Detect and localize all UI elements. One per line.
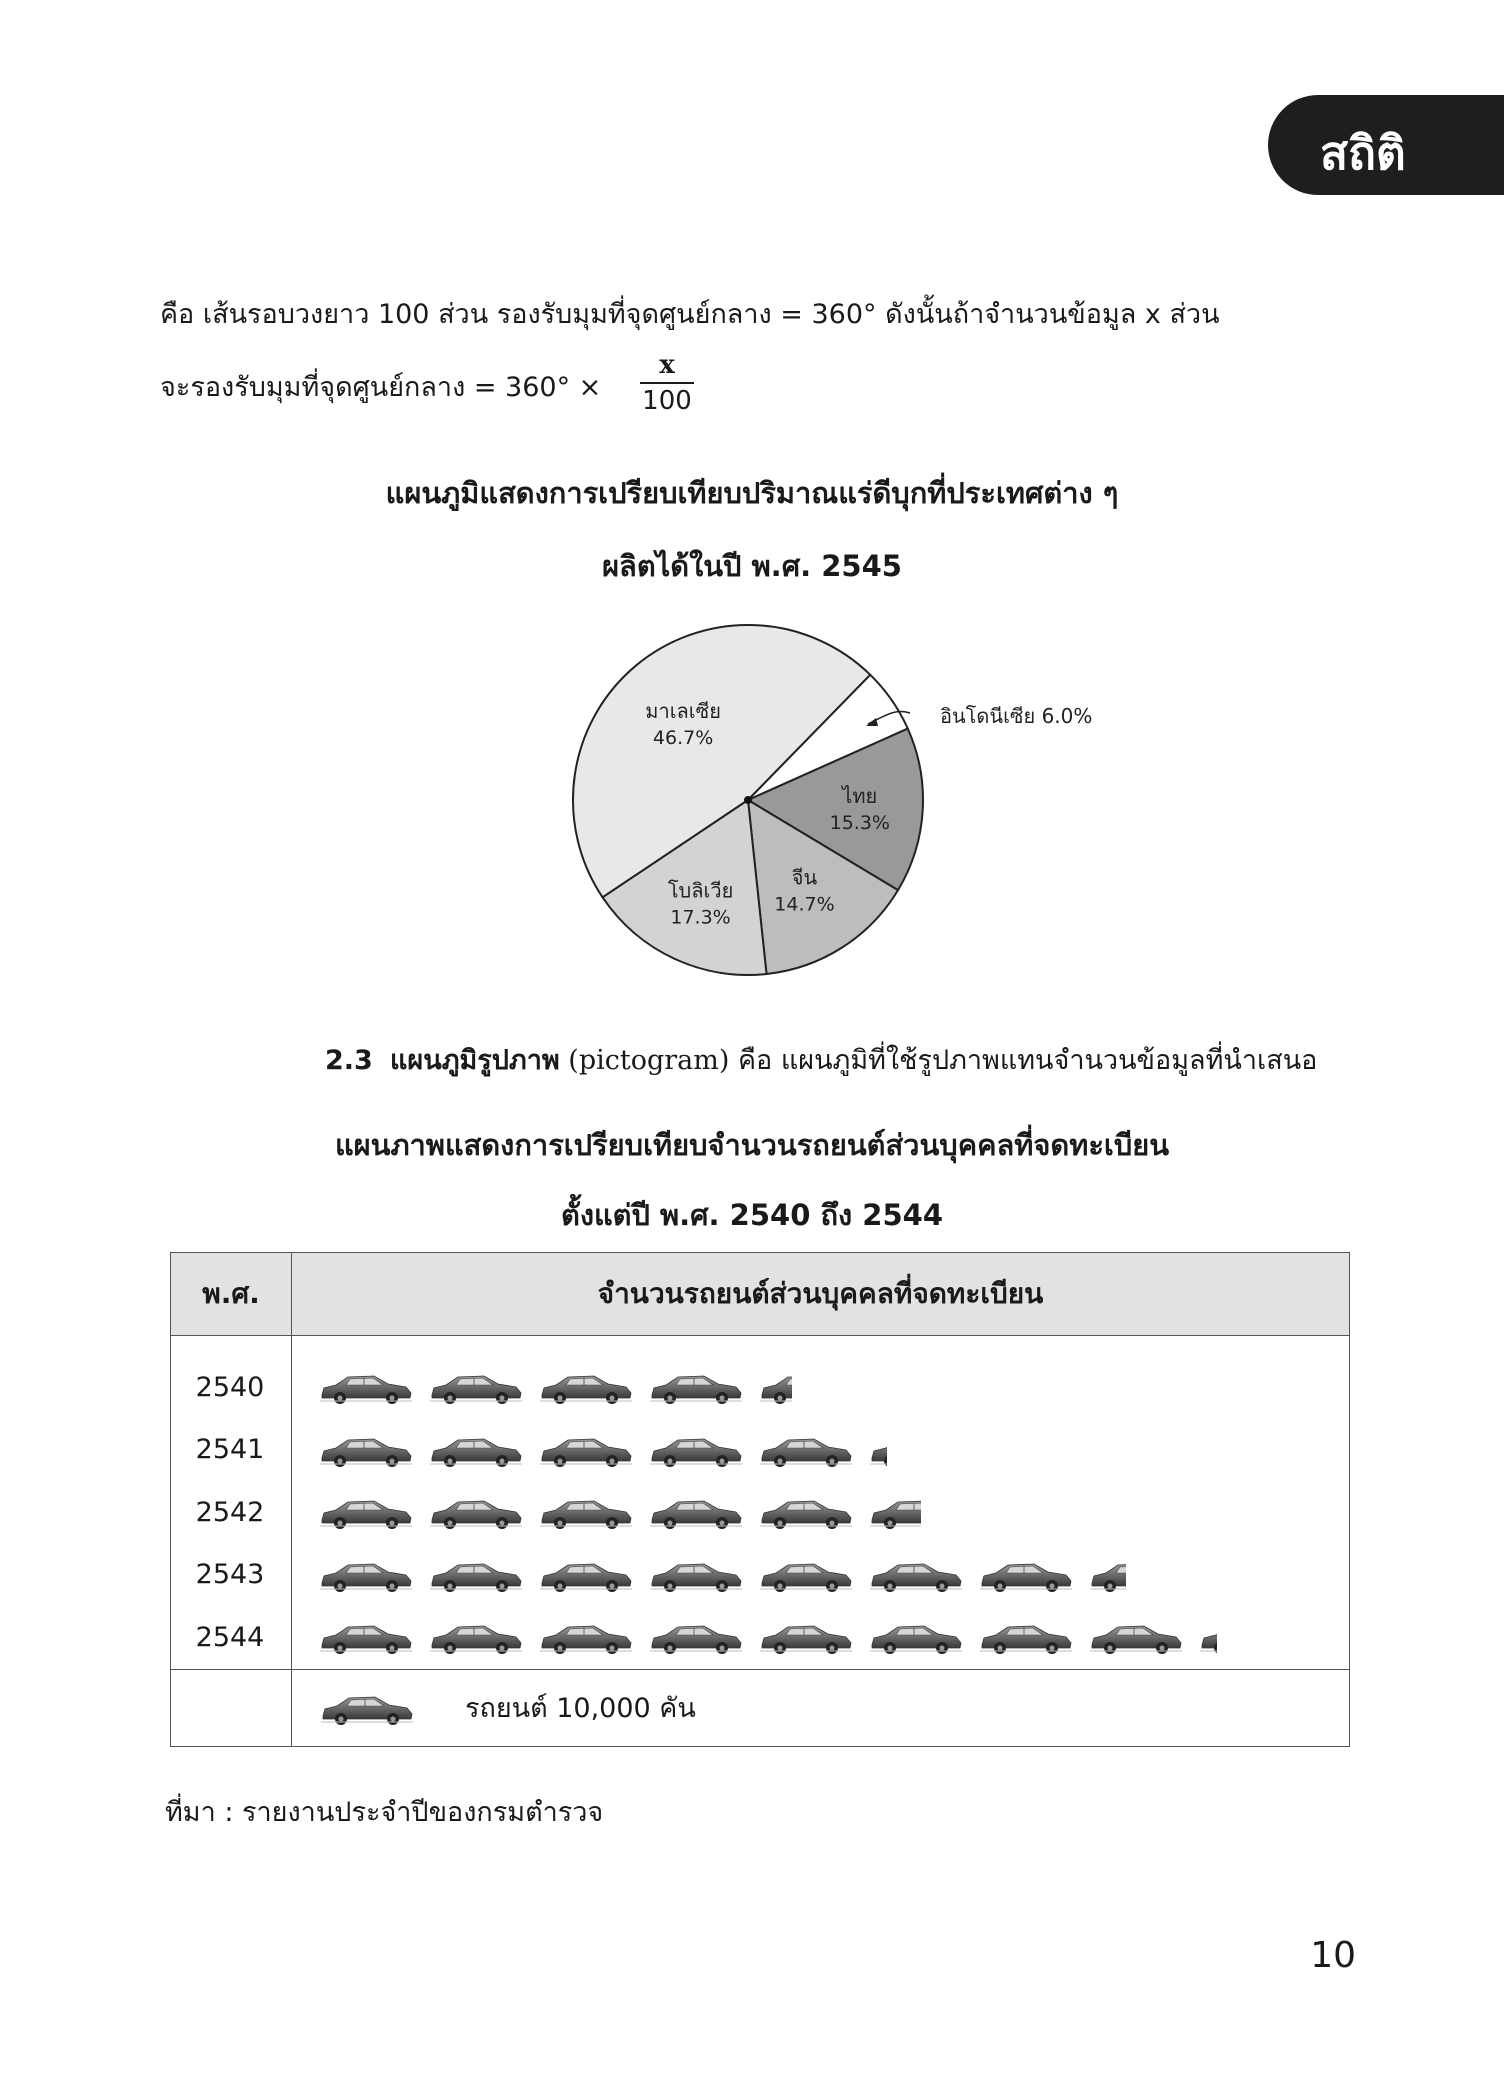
intro-line-1: คือ เส้นรอบวงยาว 100 ส่วน รองรับมุมที่จุดศูนย์กลาง = 360° ดังนั้นถ้าจำนวนข้อมูล x ส่วน: [160, 299, 1220, 330]
picto-title-line-1: แผนภาพแสดงการเปรียบเทียบจำนวนรถยนต์ส่วนบุคคลที่จดทะเบียน: [334, 1128, 1170, 1162]
car-icon: [868, 1430, 887, 1470]
car-icon: [428, 1367, 524, 1407]
car-icon: [758, 1492, 854, 1532]
car-icon: [538, 1492, 634, 1532]
car-icon: [978, 1617, 1074, 1657]
year-cell: [171, 1336, 292, 1670]
count-column-header: จำนวนรถยนต์ส่วนบุคคลที่จดทะเบียน: [292, 1253, 1350, 1336]
car-icon: [318, 1430, 414, 1470]
car-icon: [318, 1367, 414, 1407]
car-icon: [318, 1555, 414, 1595]
car-icon: [318, 1617, 414, 1657]
pie-slice-label: มาเลเซีย: [645, 698, 721, 723]
pie-title-line-2: ผลิตได้ในปี พ.ศ. 2545: [602, 549, 902, 583]
car-icon: [1198, 1617, 1217, 1657]
fraction: [640, 350, 694, 416]
legend-text: รถยนต์ 10,000 คัน: [465, 1693, 696, 1724]
car-row: [292, 1356, 1349, 1419]
source-note: ที่มา : รายงานประจำปีของกรมตำรวจ: [165, 1797, 604, 1828]
car-row: [292, 1481, 1349, 1544]
year-label: 2541: [195, 1434, 265, 1466]
pictogram-table: [170, 1252, 1350, 1747]
car-icon: [538, 1555, 634, 1595]
pie-slice-value: 15.3%: [829, 811, 890, 834]
pie-chart: [0, 620, 1504, 1020]
car-icon: [758, 1367, 792, 1407]
car-icon: [648, 1430, 744, 1470]
car-icon: [648, 1492, 744, 1532]
car-icon: [868, 1492, 921, 1532]
car-icon: [868, 1617, 964, 1657]
section-number: 2.3: [325, 1045, 373, 1076]
fraction-numerator: x: [659, 350, 675, 380]
year-column-header: พ.ศ.: [171, 1253, 292, 1336]
car-icon: [428, 1555, 524, 1595]
section-term: แผนภูมิรูปภาพ: [390, 1045, 560, 1076]
year-label: 2542: [195, 1496, 265, 1528]
pie-slice-value: 46.7%: [652, 726, 714, 749]
car-icon: [538, 1367, 634, 1407]
car-icon: [428, 1617, 524, 1657]
indonesia-external-label: อินโดนีเซีย 6.0%: [940, 704, 1093, 728]
car-row: [292, 1544, 1349, 1607]
car-row: [292, 1419, 1349, 1482]
section-term-english: (pictogram): [568, 1045, 730, 1076]
car-icon: [868, 1555, 964, 1595]
pie-slice-value: 17.3%: [670, 906, 731, 929]
car-icon: [758, 1555, 854, 1595]
fraction-denominator: 100: [642, 386, 692, 416]
car-icon: [648, 1367, 744, 1407]
year-label: 2540: [195, 1371, 265, 1403]
section-heading: [325, 1038, 1317, 1081]
page-number: 10: [1310, 1935, 1356, 1976]
pie-slice-value: 14.7%: [774, 893, 835, 916]
car-icon: [758, 1617, 854, 1657]
cars-cell: [292, 1336, 1350, 1670]
car-icon: [319, 1688, 415, 1728]
pie-slice-label: จีน: [791, 865, 818, 890]
car-icon: [1088, 1617, 1184, 1657]
car-icon: [758, 1430, 854, 1470]
legend-cell: [292, 1669, 1350, 1746]
car-icon: [538, 1617, 634, 1657]
car-icon: [648, 1617, 744, 1657]
car-icon: [1088, 1555, 1126, 1595]
car-icon: [978, 1555, 1074, 1595]
legend-empty-cell: [171, 1669, 292, 1746]
section-definition: คือ แผนภูมิที่ใช้รูปภาพแทนจำนวนข้อมูลที่นำเสนอ: [738, 1045, 1318, 1076]
chapter-tab: [1268, 95, 1504, 195]
pie-slice-label: โบลิเวีย: [667, 878, 734, 903]
pie-slice-label: ไทย: [842, 783, 878, 808]
intro-line-2: จะรองรับมุมที่จุดศูนย์กลาง = 360° ×: [160, 372, 602, 403]
pie-center-dot: [744, 796, 752, 804]
year-label: 2543: [195, 1559, 265, 1591]
year-label: 2544: [195, 1621, 265, 1653]
car-icon: [428, 1430, 524, 1470]
chapter-tab-label: สถิติ: [1320, 126, 1406, 180]
pie-title-line-1: แผนภูมิแสดงการเปรียบเทียบปริมาณแร่ดีบุกที่ประเทศต่าง ๆ: [385, 476, 1119, 510]
car-icon: [318, 1492, 414, 1532]
picto-title-line-2: ตั้งแต่ปี พ.ศ. 2540 ถึง 2544: [560, 1198, 943, 1232]
car-icon: [428, 1492, 524, 1532]
car-icon: [538, 1430, 634, 1470]
car-row: [292, 1606, 1349, 1669]
car-icon: [648, 1555, 744, 1595]
